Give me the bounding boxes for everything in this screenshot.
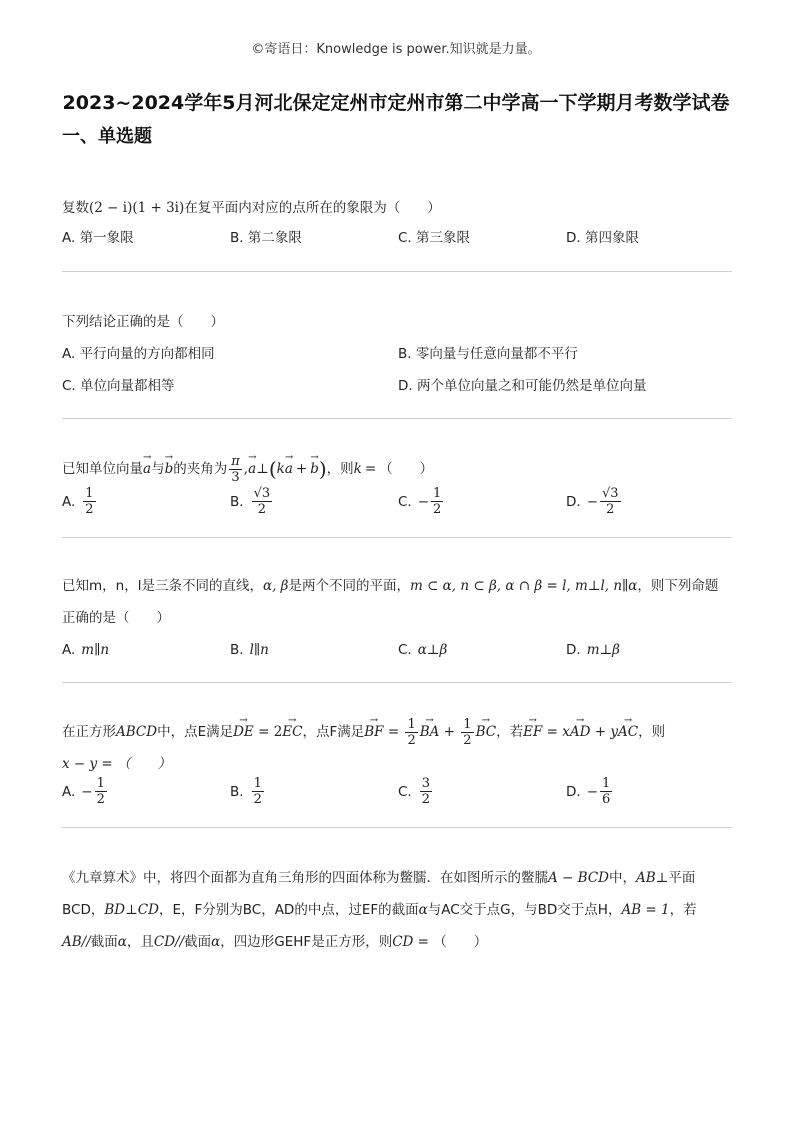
option-a[interactable]: A. 第一象限: [62, 230, 134, 246]
option-c[interactable]: C. 单位向量都相等: [62, 378, 175, 394]
question-2-stem: 下列结论正确的是（ ）: [62, 314, 224, 330]
question-1: [62, 198, 734, 252]
question-5-stem-line2: x − y = （ ）: [62, 756, 172, 772]
option-a[interactable]: A. 平行向量的方向都相同: [62, 346, 215, 362]
question-2: [62, 312, 734, 400]
option-b[interactable]: B. $\frac{1}{2}$: [230, 776, 262, 807]
question-1-options: [62, 228, 734, 252]
page-header: ©寄语日：Knowledge is power.知识就是力量。: [251, 42, 541, 57]
divider: [62, 537, 732, 538]
question-3-stem: 已知单位向量 → a 与 → b 的夹角为 $\frac{\pi}{3}$ , → a ⊥ ( k → a + → b ) ，则 k = （ ）: [62, 452, 734, 486]
question-4: [62, 576, 734, 664]
question-2-options-row1: [62, 344, 734, 368]
option-b[interactable]: B. $\frac{√3}{2}$: [230, 486, 271, 517]
question-5-options: [62, 776, 734, 816]
question-4-stem-line1: 已知m，n，l是三条不同的直线，α, β是两个不同的平面，m ⊂ α, n ⊂ β, α ∩ β = l, m⊥l, n∥α，则下列命题: [62, 578, 719, 594]
option-c[interactable]: C. α⊥β: [398, 642, 448, 658]
section-heading: 一、单选题: [62, 126, 152, 147]
option-a[interactable]: A. − $\frac{1}{2}$: [62, 776, 105, 807]
divider: [62, 827, 732, 828]
question-2-options-row2: [62, 376, 734, 400]
option-a[interactable]: A. $\frac{1}{2}$: [62, 486, 94, 517]
divider: [62, 682, 732, 683]
question-6: [62, 868, 734, 952]
option-d[interactable]: D. 第四象限: [566, 230, 639, 246]
option-b[interactable]: B. 第二象限: [230, 230, 302, 246]
question-3-options: [62, 486, 734, 526]
option-d[interactable]: D. m⊥β: [566, 642, 620, 658]
exam-title: 2023~2024学年5月河北保定定州市定州市第二中学高一下学期月考数学试卷: [62, 92, 730, 114]
complex-expression: (2 − i)(1 + 3i): [89, 200, 185, 216]
option-d[interactable]: D. − $\frac{√3}{2}$: [566, 486, 619, 517]
option-d[interactable]: D. − $\frac{1}{6}$: [566, 776, 611, 807]
question-6-stem-line2: BCD，BD⊥CD，E，F分别为BC，AD的中点，过EF的截面α与AC交于点G，与BD交于点H，AB = 1，若: [62, 902, 697, 918]
question-6-stem-line3: AB//截面α，且CD//截面α，四边形GEHF是正方形，则CD = （ ）: [62, 934, 488, 950]
question-4-options: [62, 640, 734, 664]
question-1-stem: 复数(2 − i)(1 + 3i)在复平面内对应的点所在的象限为（ ）: [62, 200, 441, 216]
option-c[interactable]: C. 第三象限: [398, 230, 471, 246]
option-d[interactable]: D. 两个单位向量之和可能仍然是单位向量: [398, 378, 647, 394]
divider: [62, 418, 732, 419]
question-6-stem-line1: 《九章算术》中，将四个面都为直角三角形的四面体称为鳖臑．在如图所示的鳖臑A − BCD中，AB⊥平面: [62, 870, 696, 886]
option-b[interactable]: B. l∥n: [230, 642, 269, 658]
pi-over-3: $\frac{\pi}{3}$: [231, 453, 240, 485]
question-5: [62, 714, 734, 816]
option-c[interactable]: C. − $\frac{1}{2}$: [398, 486, 442, 517]
divider: [62, 271, 732, 272]
question-3: [62, 452, 734, 526]
option-b[interactable]: B. 零向量与任意向量都不平行: [398, 346, 578, 362]
question-5-stem-line1: 在正方形 ABCD 中，点E满足 → DE = 2 → EC ，点F满足 → BF = $\frac{1}{2}$ → BA + $\frac{1}{2}$ → BC ，若 → EF = x → AD + y → AC ，则: [62, 714, 734, 750]
option-c[interactable]: C. $\frac{3}{2}$: [398, 776, 430, 807]
option-a[interactable]: A. m∥n: [62, 642, 110, 658]
question-4-stem-line2: 正确的是（ ）: [62, 610, 170, 626]
